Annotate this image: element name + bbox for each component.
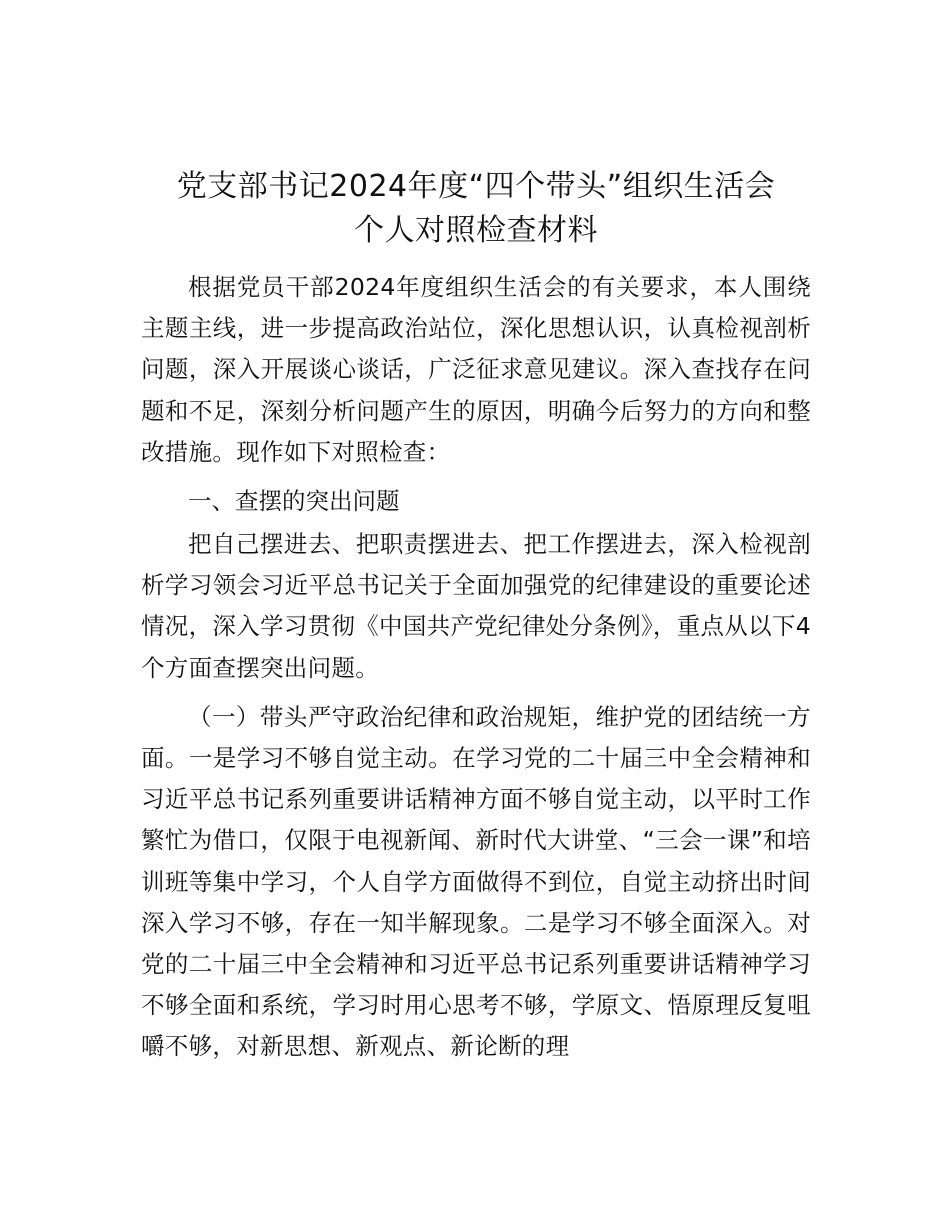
document-body: [141, 267, 811, 1068]
title-line-2: 个人对照检查材料: [354, 213, 598, 248]
document-title: [141, 165, 811, 253]
intro-paragraph: 根据党员干部2024年度组织生活会的有关要求，本人围绕主题主线，进一步提高政治站位，深化思想认识，认真检视剖析问题，深入开展谈心谈话，广泛征求意见建议。深入查找存在问题和不足，深刻分析问题产生的原因，明确今后努力的方向和整改措施。现作如下对照检查：: [141, 273, 811, 466]
section-heading: 一、查摆的突出问题: [188, 487, 400, 516]
section-intro-paragraph: 把自己摆进去、把职责摆进去、把工作摆进去，深入检视剖析学习领会习近平总书记关于全面加强党的纪律建设的重要论述情况，深入学习贯彻《中国共产党纪律处分条例》，重点从以下4个方面查摆突出问题。: [141, 530, 811, 682]
subsection-paragraph: （一）带头严守政治纪律和政治规矩，维护党的团结统一方面。一是学习不够自觉主动。在学习党的二十届三中全会精神和习近平总书记系列重要讲话精神方面不够自觉主动，以平时工作繁忙为借口，仅限于电视新闻、新时代大讲堂、“三会一课”和培训班等集中学习，个人自学方面做得不到位，自觉主动挤出时间深入学习不够，存在一知半解现象。二是学习不够全面深入。对党的二十届三中全会精神和习近平总书记系列重要讲话精神学习不够全面和系统，学习时用心思考不够，学原文、悟原理反复咀嚼不够，对新思想、新观点、新论断的理: [141, 702, 811, 1061]
title-line-1: 党支部书记2024年度“四个带头”组织生活会: [176, 169, 776, 204]
document-page: [141, 165, 811, 1068]
